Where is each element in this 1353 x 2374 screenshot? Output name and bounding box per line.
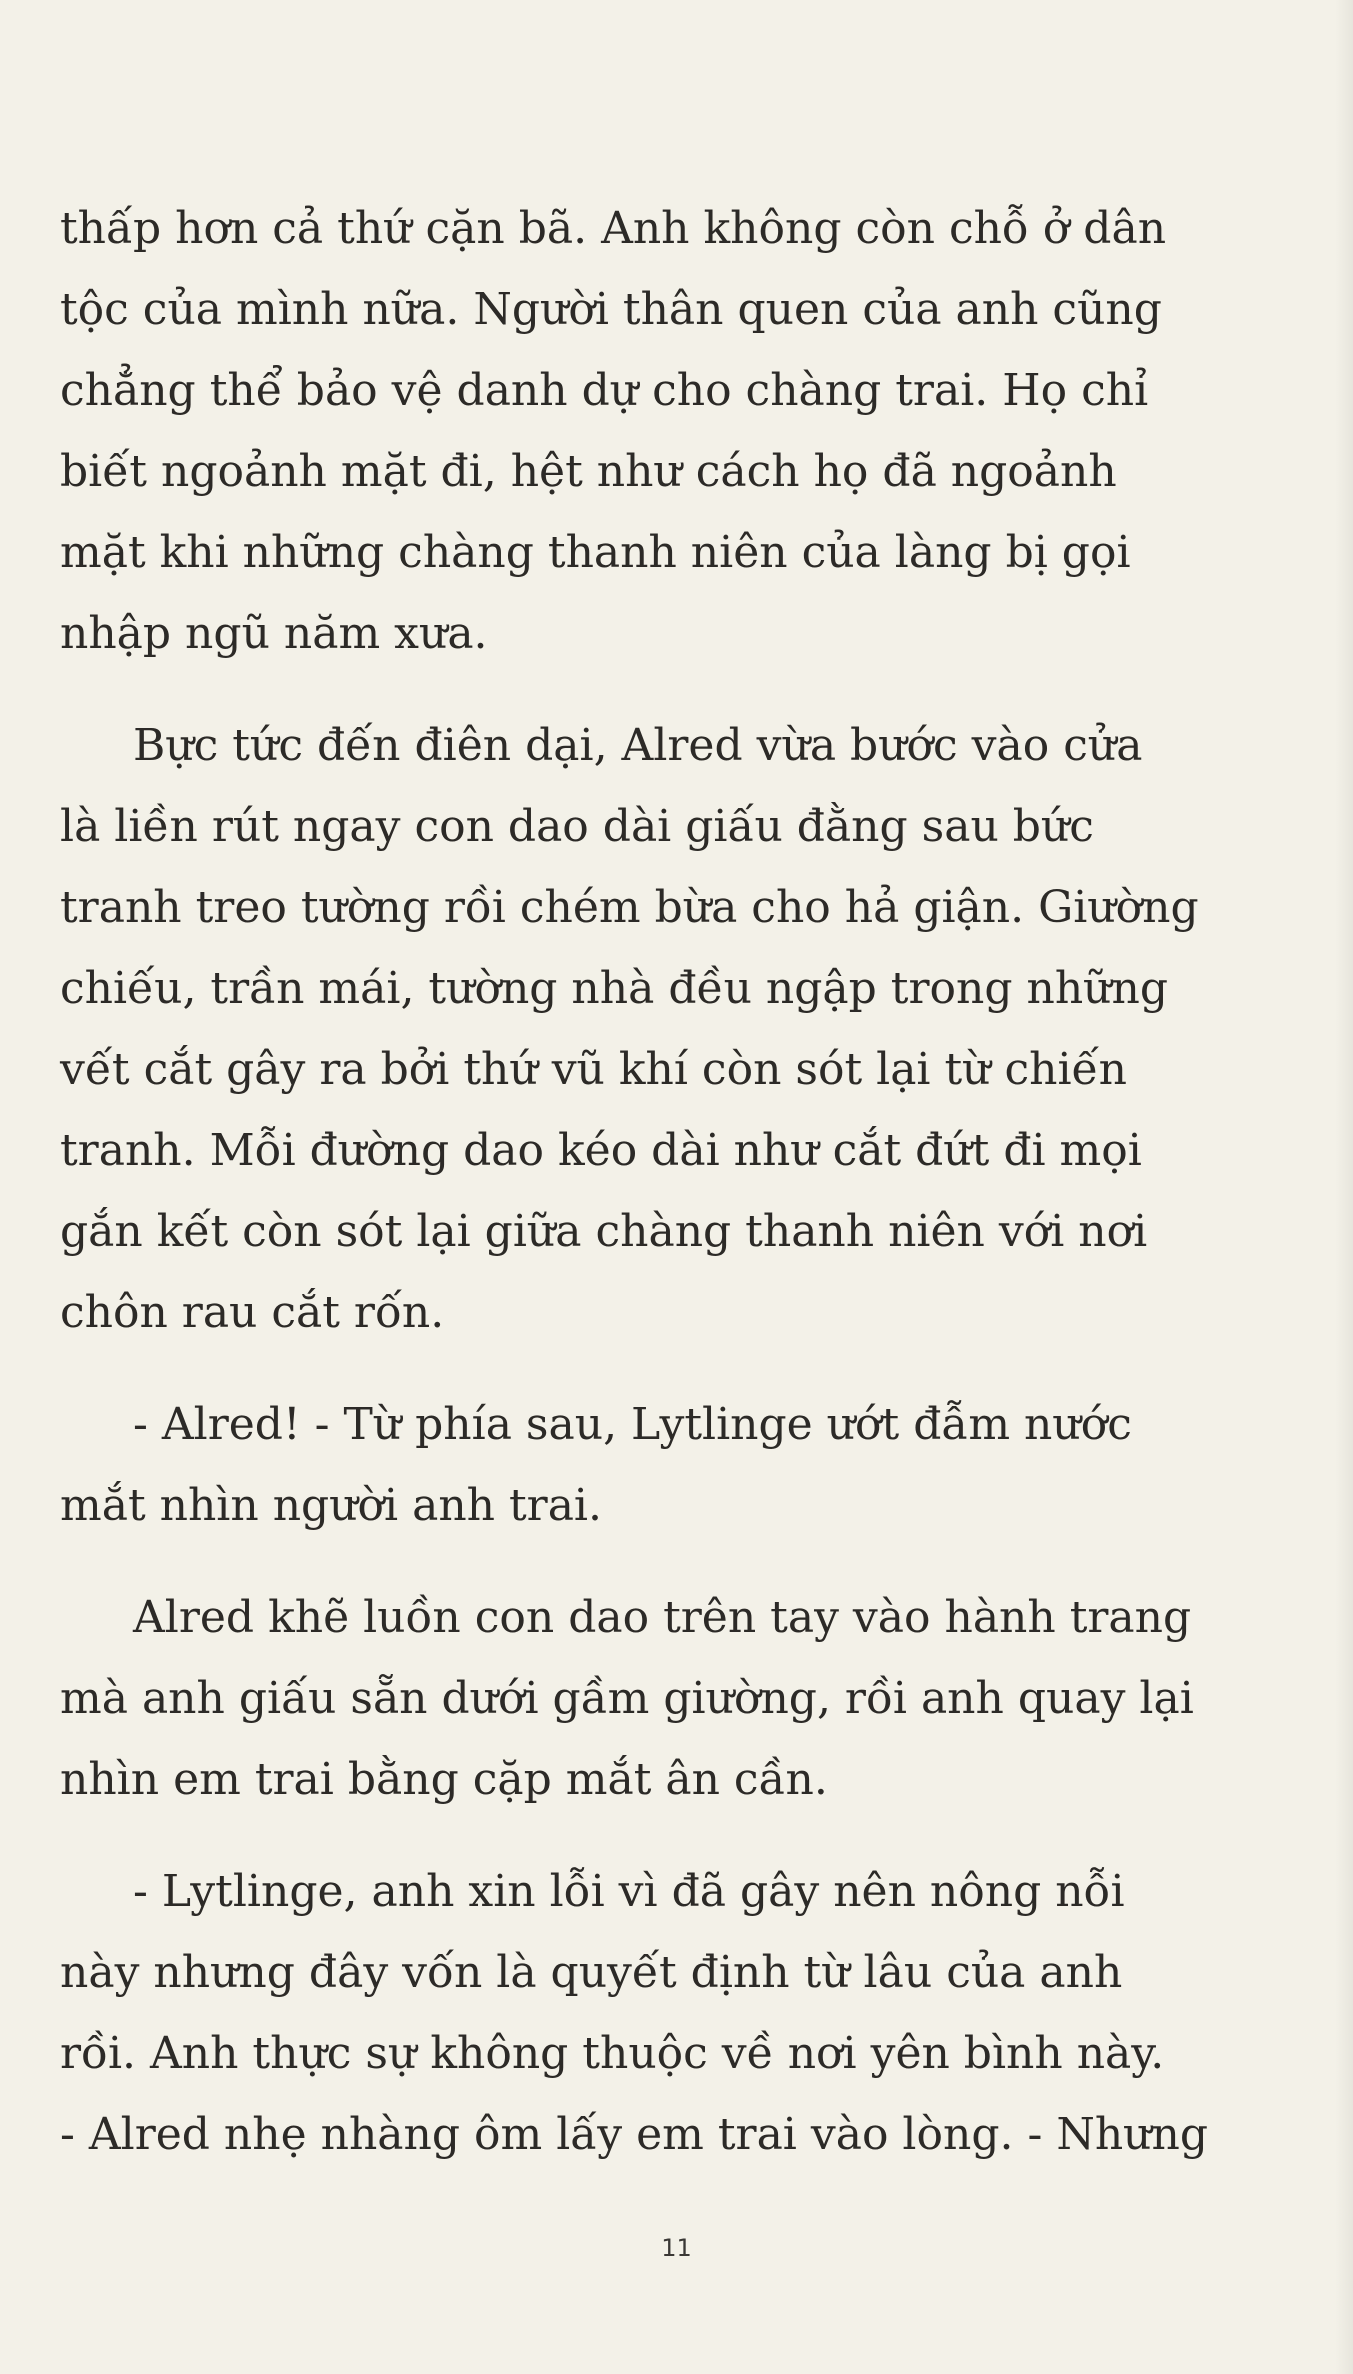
text-line: - Alred nhẹ nhàng ôm lấy em trai vào lòng. - Nhưng: [60, 2109, 1208, 2160]
text-line: chiếu, trần mái, tường nhà đều ngập trong những: [60, 963, 1168, 1014]
text-line: là liền rút ngay con dao dài giấu đằng sau bức: [60, 801, 1094, 852]
text-line: mà anh giấu sẵn dưới gầm giường, rồi anh quay lại: [60, 1673, 1194, 1724]
text-line: thấp hơn cả thứ cặn bã. Anh không còn chỗ ở dân: [60, 203, 1167, 254]
text-line: mặt khi những chàng thanh niên của làng bị gọi: [60, 527, 1131, 578]
text-line: - Lytlinge, anh xin lỗi vì đã gây nên nông nỗi: [133, 1866, 1125, 1917]
text-line: Alred khẽ luồn con dao trên tay vào hành trang: [133, 1592, 1192, 1643]
text-line: tranh. Mỗi đường dao kéo dài như cắt đứt đi mọi: [60, 1125, 1142, 1176]
paragraph-spacing: [60, 1353, 1230, 1384]
page-number: 11: [661, 2234, 692, 2262]
paragraph-spacing: [60, 1820, 1230, 1851]
body-text: [60, 188, 1230, 2175]
text-line: chôn rau cắt rốn.: [60, 1287, 445, 1338]
page-edge-shadow: [1335, 0, 1353, 2374]
text-line: tộc của mình nữa. Người thân quen của anh cũng: [60, 284, 1162, 335]
text-line: - Alred! - Từ phía sau, Lytlinge ướt đẫm nước: [133, 1399, 1132, 1450]
paragraph: [60, 1384, 1230, 1546]
text-line: gắn kết còn sót lại giữa chàng thanh niên với nơi: [60, 1206, 1148, 1257]
text-line: nhập ngũ năm xưa.: [60, 608, 488, 659]
text-line: tranh treo tường rồi chém bừa cho hả giận. Giường: [60, 882, 1199, 933]
paragraph-spacing: [60, 1546, 1230, 1577]
paragraph: [60, 1577, 1230, 1820]
paragraph: [60, 188, 1230, 674]
text-line: vết cắt gây ra bởi thứ vũ khí còn sót lại từ chiến: [60, 1044, 1127, 1095]
paragraph-spacing: [60, 674, 1230, 705]
text-line: biết ngoảnh mặt đi, hệt như cách họ đã ngoảnh: [60, 446, 1117, 497]
text-line: rồi. Anh thực sự không thuộc về nơi yên bình này.: [60, 2028, 1165, 2079]
paragraph: [60, 1851, 1230, 2175]
text-line: mắt nhìn người anh trai.: [60, 1480, 602, 1531]
text-line: chẳng thể bảo vệ danh dự cho chàng trai. Họ chỉ: [60, 365, 1149, 416]
text-line: này nhưng đây vốn là quyết định từ lâu của anh: [60, 1947, 1123, 1998]
text-line: Bực tức đến điên dại, Alred vừa bước vào cửa: [133, 720, 1143, 771]
paragraph: [60, 705, 1230, 1353]
text-line: nhìn em trai bằng cặp mắt ân cần.: [60, 1754, 828, 1805]
